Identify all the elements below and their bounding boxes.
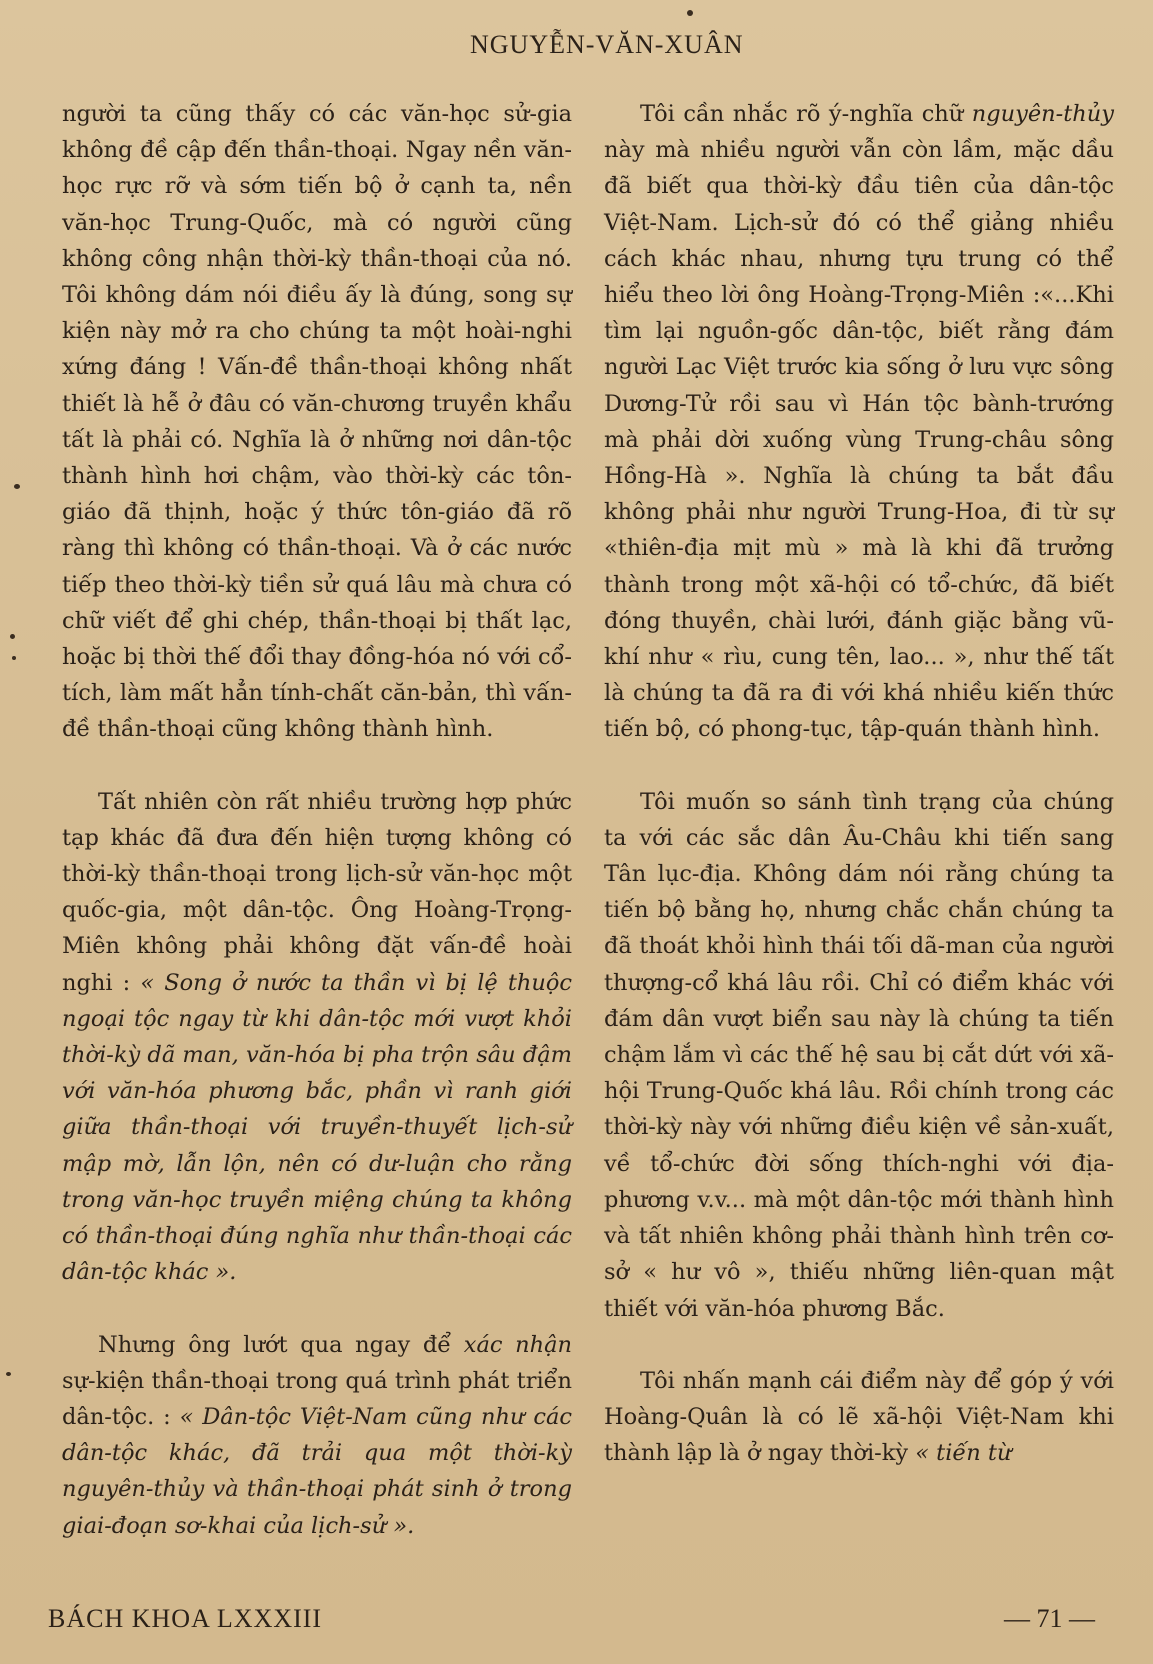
magazine-footer: BÁCH KHOA LXXXIII (48, 1604, 323, 1633)
italic-quote: « Song ở nước ta thần vì bị lệ thuộc ngoại tộc ngay từ khi dân-tộc mới vượt khỏi thời-kỳ dã man, văn-hóa bị pha trộn sâu đậm với văn-hóa phương bắc, phần vì ranh giới giữa thần-thoại với truyền-thuyết lịch-sử mập mờ, lẫn lộn, nên có dư-luận cho rằng trong văn-học truyền miệng chúng ta không có thần-thoại đúng nghĩa như thần-thoại các dân-tộc khác ». (62, 969, 572, 1286)
italic-emphasis: « tiến từ (915, 1440, 1012, 1467)
ink-speck (10, 634, 15, 639)
paragraph-text: này mà nhiều người vẫn còn lầm, mặc dầu đã biết qua thời-kỳ đầu tiên của dân-tộc Việt-Nam. Lịch-sử đó có thể giảng nhiều cách khác nhau, nhưng tựu trung có thể hiểu theo lời ông Hoàng-Trọng-Miên :«...Khi tìm lại nguồn-gốc dân-tộc, biết rằng đám người Lạc Việt trước kia sống ở lưu vực sông Dương-Tử rồi sau vì Hán tộc bành-trướng mà phải dời xuống vùng Trung-châu sông Hồng-Hà ». Nghĩa là chúng ta bắt đầu không phải như người Trung-Hoa, đi từ sự «thiên-địa mịt mù » mà là khi đã trưởng thành trong một xã-hội có tổ-chức, đã biết đóng thuyền, chài lưới, đánh giặc bằng vũ-khí như « rìu, cung tên, lao... », như thế tất là chúng ta đã ra đi với khá nhiều kiến thức tiến bộ, có phong-tục, tập-quán thành hình. (604, 137, 1114, 743)
paragraph-text: sự-kiện thần-thoại trong quá trình phát triển dân-tộc. : (62, 1367, 572, 1430)
ink-speck (687, 10, 693, 16)
ink-speck (6, 1372, 11, 1376)
italic-emphasis: nguyên-thủy (971, 101, 1114, 127)
running-header: NGUYỄN-VĂN-XUÂN (470, 30, 744, 59)
paragraph (62, 784, 572, 1291)
italic-emphasis: xác nhận (463, 1331, 573, 1358)
paragraph-text: Tất nhiên còn rất nhiều trường hợp phức tạp khác đã đưa đến hiện tượng không có thời-kỳ thần-thoại trong lịch-sử văn-học một quốc-gia, một dân-tộc. Ông Hoàng-Trọng-Miên không phải không đặt vấn-đề hoài nghi : (62, 788, 572, 996)
paragraph (62, 1327, 572, 1544)
paragraph: người ta cũng thấy có các văn-học sử-gia không đề cập đến thần-thoại. Ngay nền văn-học rực rỡ và sớm tiến bộ ở cạnh ta, nền văn-học Trung-Quốc, mà có người cũng không công nhận thời-kỳ thần-thoại của nó. Tôi không dám nói điều ấy là đúng, song sự kiện này mở ra cho chúng ta một hoài-nghi xứng đáng ! Vấn-đề thần-thoại không nhất thiết là hễ ở đâu có văn-chương truyền khẩu tất là phải có. Nghĩa là ở những nơi dân-tộc thành hình hơi chậm, vào thời-kỳ các tôn-giáo đã thịnh, hoặc ý thức tôn-giáo đã rõ ràng thì không có thần-thoại. Và ở các nước tiếp theo thời-kỳ tiền sử quá lâu mà chưa có chữ viết để ghi chép, thần-thoại bị thất lạc, hoặc bị thời thế đổi thay đồng-hóa nó với cổ-tích, làm mất hẳn tính-chất căn-bản, thì vấn-đề thần-thoại cũng không thành hình. (62, 101, 572, 743)
ink-speck (14, 484, 20, 489)
paragraph-text: Tôi nhấn mạnh cái điểm này để góp ý với Hoàng-Quân là có lẽ xã-hội Việt-Nam khi thành lập là ở ngay thời-kỳ (604, 1367, 1114, 1467)
left-column (62, 96, 572, 1544)
paragraph (604, 96, 1114, 748)
paragraph (604, 1363, 1114, 1472)
ink-speck (12, 656, 16, 660)
paragraph-text: Nhưng ông lướt qua ngay để (98, 1331, 464, 1358)
paragraph-text: Tôi cần nhắc rõ ý-nghĩa chữ (640, 101, 972, 127)
paragraph: Tôi muốn so sánh tình trạng của chúng ta với các sắc dân Âu-Châu khi tiến sang Tân lục-địa. Không dám nói rằng chúng ta tiến bộ bằng họ, nhưng chắc chắn chúng ta đã thoát khỏi hình thái tối dã-man của người thượng-cổ khá lâu rồi. Chỉ có điểm khác với đám dân vượt biển sau này là chúng ta tiến chậm lắm vì các thế hệ sau bị cắt dứt với xã-hội Trung-Quốc khá lâu. Rồi chính trong các thời-kỳ này với những điều kiện về sản-xuất, về tổ-chức đời sống thích-nghi với địa-phương v.v... mà một dân-tộc mới thành hình và tất nhiên không phải thành hình trên cơ-sở « hư vô », thiếu những liên-quan mật thiết với văn-hóa phương Bắc. (604, 788, 1114, 1322)
italic-quote: « Dân-tộc Việt-Nam cũng như các dân-tộc khác, đã trải qua một thời-kỳ nguyên-thủy và thần-thoại phát sinh ở trong giai-đoạn sơ-khai của lịch-sử ». (62, 1403, 572, 1539)
right-column (604, 96, 1114, 1471)
page-number: — 71 — (1004, 1604, 1095, 1633)
